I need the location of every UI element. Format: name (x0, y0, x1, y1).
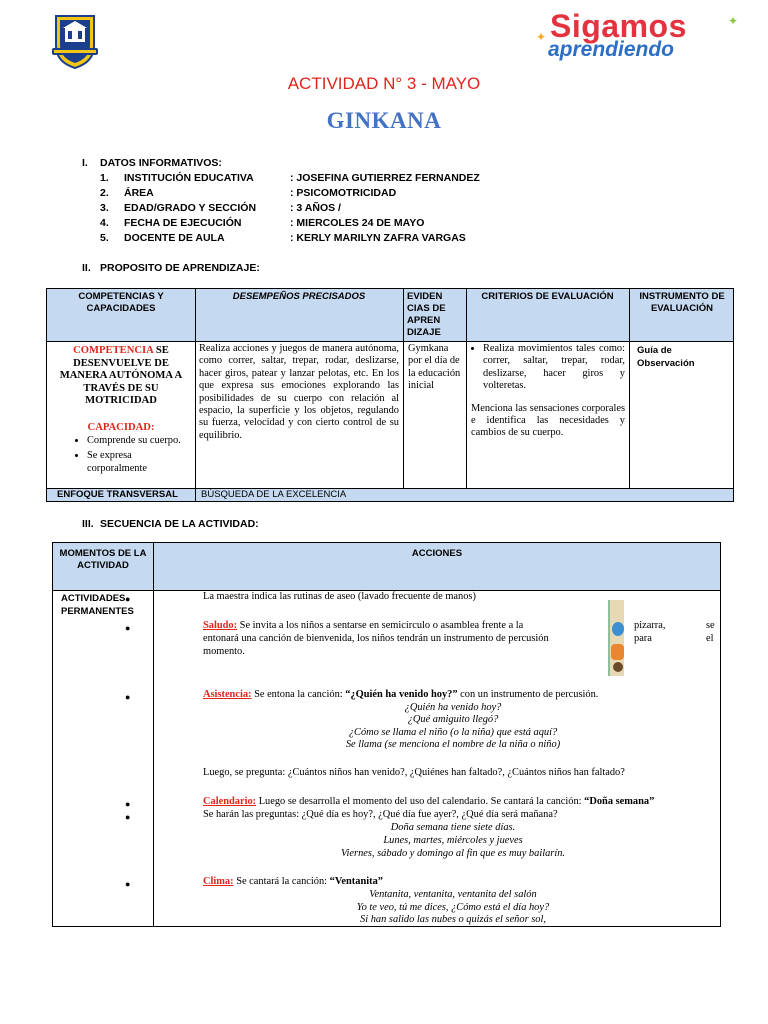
section-title: SECUENCIA DE LA ACTIVIDAD: (100, 518, 259, 530)
enfoque-value: BÚSQUEDA DE LA EXCELENCIA (201, 489, 347, 500)
asistencia-label: Asistencia: (203, 689, 252, 700)
saludo-label: Saludo: (203, 620, 238, 631)
section-number: III. (82, 518, 94, 530)
competencia-label: COMPETENCIA (73, 345, 154, 356)
capacidad-label: CAPACIDAD: (87, 422, 155, 433)
info-number: 3. (100, 202, 109, 214)
info-number: 5. (100, 232, 109, 244)
lyric-line: Doña semana tiene siete días. (390, 822, 516, 833)
saludo-word: pizarra, (634, 620, 666, 631)
info-label: INSTITUCIÓN EDUCATIVA (124, 172, 254, 184)
asistencia-text: Se entona la canción: (251, 689, 346, 700)
info-number: 4. (100, 217, 109, 229)
star-icon: ✦ (728, 14, 739, 28)
info-label: EDAD/GRADO Y SECCIÓN (124, 202, 257, 214)
asistencia-song: “¿Quién ha venido hoy?” (345, 689, 458, 700)
saludo-line-1 (203, 620, 603, 632)
asistencia-tail: con un instrumento de percusión. (457, 689, 599, 700)
lyric-line: Ventanita, ventanita, ventanita del salón (369, 889, 537, 900)
logo-line-1: Sigamos (550, 8, 687, 44)
header-momentos: MOMENTOS DE LA ACTIVIDAD (59, 548, 147, 571)
activity-title: ACTIVIDAD N° 3 - MAYO (287, 74, 481, 93)
rutina-text: La maestra indica las rutinas de aseo (lavado frecuente de manos) (203, 591, 476, 602)
asistencia-question: Luego, se pregunta: ¿Cuántos niños han venido?, ¿Quiénes han faltado?, ¿Cuántos niños han faltado? (203, 767, 625, 778)
info-value: : 3 AÑOS / (290, 202, 341, 214)
bullet-icon: ● (125, 692, 131, 702)
list-item: • Se expresa corporalmente (87, 450, 193, 475)
calendario-song: “Doña semana” (584, 796, 655, 807)
instrumento-text: Guía de Observación (637, 345, 695, 369)
lyric-line: Si han salido las nubes o quizás el señor sol, (360, 914, 546, 925)
list-item: • Comprende su cuerpo. (87, 435, 193, 447)
info-number: 1. (100, 172, 109, 184)
saludo-word: se (706, 620, 715, 631)
info-number: 2. (100, 187, 109, 199)
bullet-icon: ● (125, 594, 131, 604)
lyric-line: Lunes, martes, miércoles y jueves (383, 835, 523, 846)
lyric-line: Viernes, sábado y domingo al fin que es muy bailarín. (340, 848, 566, 859)
star-icon: ✦ (536, 30, 547, 44)
info-value: : JOSEFINA GUTIERREZ FERNANDEZ (290, 172, 480, 184)
calendario-questions: Se harán las preguntas: ¿Qué día es hoy?, ¿Qué día fue ayer?, ¿Qué día será mañana? (203, 809, 558, 820)
calendario-text: Luego se desarrolla el momento del uso del calendario. Se cantará la canción: (256, 796, 585, 807)
clima-label: Clima: (203, 876, 234, 887)
header-instrumento: INSTRUMENTO DE EVALUACIÓN (639, 291, 725, 314)
section-number: II. (82, 262, 91, 274)
competencia-description: SE DESENVUELVE DE MANERA AUTÓNOMA A TRAVÉS DE SU MOTRICIDAD (59, 345, 183, 406)
lyric-line: ¿Quién ha venido hoy? (404, 702, 502, 713)
desempenos-text: Realiza acciones y juegos de manera autónoma, como correr, saltar, trepar, rodar, deslizarse, hacer giros, patear y lanzar pelotas, etc. En los que expresa sus emociones explorando las posibilidades de su cuerpo con relación al espacio, la superficie y los objetos, regulando su fuerza, velocidad y con cierto control de su equilibrio. (199, 343, 399, 441)
enfoque-label: ENFOQUE TRANSVERSAL (57, 489, 178, 500)
bullet-icon: ● (125, 879, 131, 889)
saludo-word: para (634, 633, 652, 644)
bullet-icon: ● (125, 812, 131, 822)
info-label: ÁREA (124, 187, 154, 199)
criterio-2: Menciona las sensaciones corporales e identifica las necesidades y cambios de su cuerpo. (471, 402, 625, 439)
clima-text: Se cantará la canción: (233, 876, 330, 887)
header-acciones: ACCIONES (411, 548, 463, 559)
header-criterios: CRITERIOS DE EVALUACIÓN (481, 291, 614, 302)
clima-line (203, 876, 383, 888)
lyric-line: ¿Qué amiguito llegó? (407, 714, 499, 725)
activity-name: GINKANA (326, 108, 442, 133)
info-label: DOCENTE DE AULA (124, 232, 225, 244)
moment-label: ACTIVIDADES PERMANENTES (61, 593, 134, 617)
clima-song: “Ventanita” (329, 876, 383, 887)
bullet-icon: ● (125, 799, 131, 809)
info-value: : MIERCOLES 24 DE MAYO (290, 217, 425, 229)
evidencias-text: Gymkana por el día de la educación inicial (408, 343, 461, 392)
section-title: PROPOSITO DE APRENDIZAJE: (100, 262, 260, 274)
section-title: DATOS INFORMATIVOS: (100, 157, 222, 169)
bullet-icon: ● (125, 623, 131, 633)
header-competencias: COMPETENCIAS Y CAPACIDADES (78, 291, 164, 314)
saludo-word: el (706, 633, 714, 644)
lyric-line: Yo te veo, tú me dices, ¿Cómo está el día hoy? (356, 902, 550, 913)
saludo-line-3: momento. (203, 646, 245, 657)
lyric-line: Se llama (se menciona el nombre de la niña o niño) (345, 739, 561, 750)
saludo-text: Se invita a los niños a sentarse en semicírculo o asamblea frente a la (237, 620, 524, 631)
asistencia-line (203, 689, 598, 701)
info-value: : PSICOMOTRICIDAD (290, 187, 397, 199)
header-evidencias: EVIDEN CIAS DE APREN DIZAJE (407, 291, 446, 338)
section-number: I. (82, 157, 88, 169)
header-desempenos: DESEMPEÑOS PRECISADOS (232, 291, 366, 302)
saludo-line-2: entonará una canción de bienvenida, los niños tendrán un instrumento de percusión (203, 633, 549, 644)
info-label: FECHA DE EJECUCIÓN (124, 217, 242, 229)
logo-line-2: aprendiendo (548, 38, 675, 61)
calendario-label: Calendario: (203, 796, 257, 807)
lyric-line: ¿Cómo se llama el niño (o la niña) que está aquí? (348, 727, 558, 738)
info-value: : KERLY MARILYN ZAFRA VARGAS (290, 232, 466, 244)
list-item: • Realiza movimientos tales como: correr, saltar, trepar, rodar, deslizarse, hacer giros y volteretas. (483, 343, 625, 393)
calendario-line (203, 796, 654, 808)
